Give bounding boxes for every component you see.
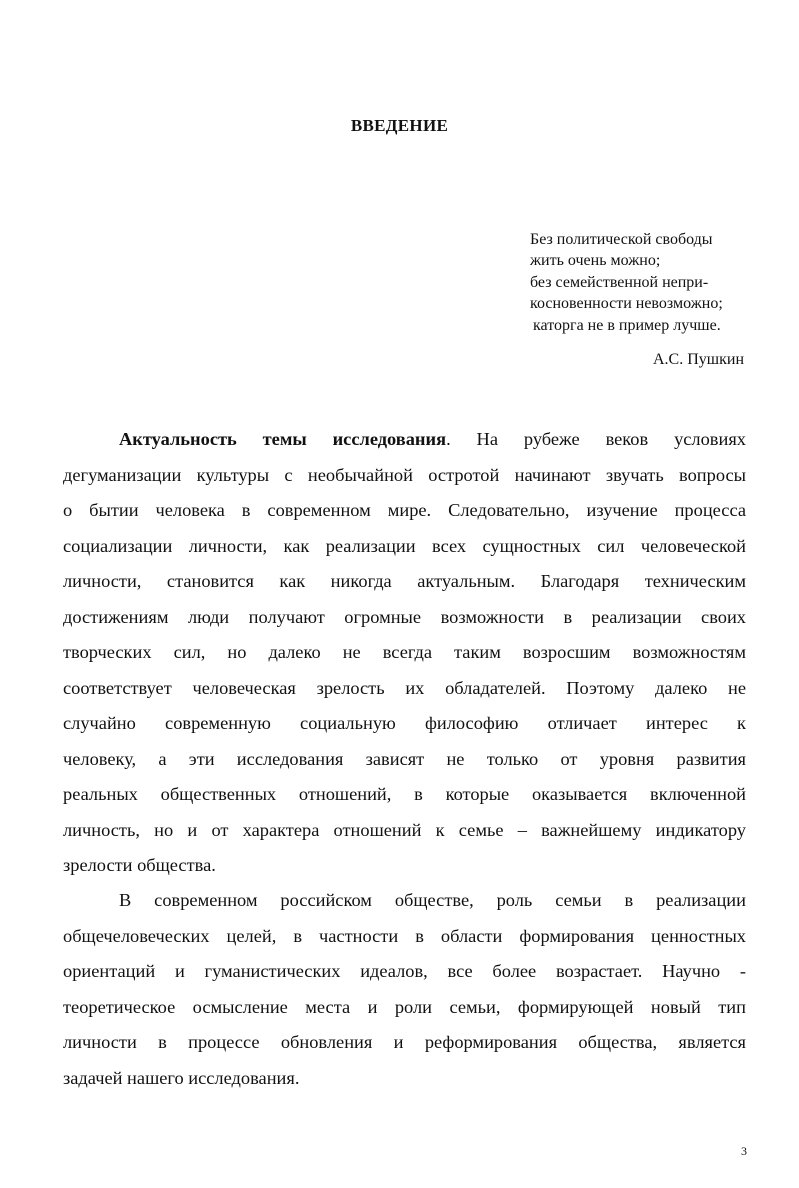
- paragraph-line: соответствует человеческая зрелость их обладателей. Поэтому далеко не: [63, 677, 746, 698]
- paragraph-line-text: . На рубеже веков условиях: [446, 429, 746, 449]
- paragraph-line: о бытии человека в современном мире. Следовательно, изучение процесса: [63, 500, 746, 520]
- paragraph-relevance: [63, 422, 746, 884]
- paragraph-line: достижениям люди получают огромные возможности в реализации своих: [63, 606, 746, 627]
- paragraph-line: человеку, а эти исследования зависят не только от уровня развития: [63, 748, 746, 769]
- paragraph-line: творческих сил, но далеко не всегда таким возросшим возможностям: [63, 642, 746, 662]
- paragraph-line: личности в процессе обновления и реформирования общества, является: [63, 1032, 746, 1052]
- paragraph-line: социализации личности, как реализации всех сущностных сил человеческой: [63, 535, 746, 556]
- paragraph-line: теоретическое осмысление места и роли семьи, формирующей новый тип: [63, 996, 746, 1017]
- epigraph-line: Без политической свободы: [530, 231, 713, 248]
- page-title: ВВЕДЕНИЕ: [350, 116, 449, 135]
- paragraph-line: дегуманизации культуры с необычайной остротой начинают звучать вопросы: [63, 464, 746, 485]
- epigraph: [530, 229, 770, 336]
- epigraph-author: А.С. Пушкин: [653, 351, 744, 368]
- paragraph-line: реальных общественных отношений, в которые оказывается включенной: [63, 784, 746, 804]
- paragraph-line: В современном российском обществе, роль семьи в реализации: [119, 890, 746, 910]
- relevance-heading: Актуальность темы исследования: [119, 429, 447, 449]
- epigraph-line: без семейственной непри-: [530, 273, 709, 291]
- page-number: 3: [741, 1144, 747, 1158]
- paragraph-line: [63, 422, 746, 458]
- paragraph-line: случайно современную социальную философию отличает интерес к: [63, 713, 746, 733]
- epigraph-line: косновенности невозможно;: [530, 295, 723, 313]
- paragraph-line: личности, становится как никогда актуальным. Благодаря техническим: [63, 571, 746, 591]
- paragraph-line: ориентаций и гуманистических идеалов, все более возрастает. Научно -: [63, 961, 746, 981]
- paragraph-line: личность, но и от характера отношений к семье – важнейшему индикатору: [63, 819, 746, 840]
- paragraph-line: зрелости общества.: [63, 855, 216, 875]
- paragraph-line: задачей нашего исследования.: [63, 1067, 300, 1088]
- epigraph-line: жить очень можно;: [530, 252, 661, 270]
- paragraph-family-role: [63, 883, 746, 1096]
- paragraph-line: общечеловеческих целей, в частности в области формирования ценностных: [63, 925, 746, 946]
- epigraph-line: каторга не в пример лучше.: [533, 316, 721, 334]
